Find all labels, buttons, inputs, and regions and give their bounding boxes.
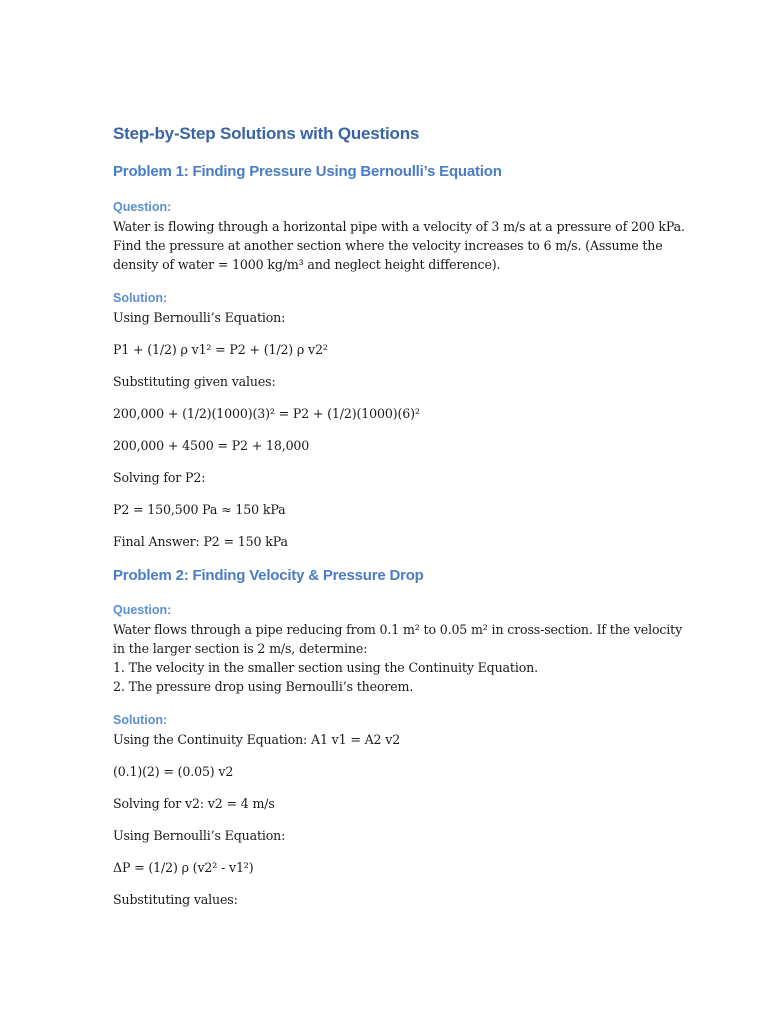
problem-2-question-line: 2. The pressure drop using Bernoulli’s theorem. [113,679,414,694]
problem-2-equation: (0.1)(2) = (0.05) v2 [113,764,234,779]
problem-1-heading: Problem 1: Finding Pressure Using Bernoulli’s Equation [113,163,502,180]
problem-1-equation: P1 + (1/2) ρ v1² = P2 + (1/2) ρ v2² [113,342,328,357]
problem-2-solution-label: Solution: [113,713,168,727]
document-title: Step-by-Step Solutions with Questions [113,124,420,143]
problem-2-equation: ΔP = (1/2) ρ (v2² - v1²) [113,860,254,875]
problem-1-equation: 200,000 + (1/2)(1000)(3)² = P2 + (1/2)(1000)(6)² [113,406,420,421]
problem-2-heading: Problem 2: Finding Velocity & Pressure Drop [113,567,424,584]
problem-2-solution-line: Substituting values: [113,892,238,907]
problem-2-question-line: 1. The velocity in the smaller section using the Continuity Equation. [113,660,538,675]
problem-2-solution-line: Solving for v2: v2 = 4 m/s [113,796,275,811]
problem-1-final-answer: Final Answer: P2 = 150 kPa [113,534,288,549]
problem-1-question-line: Water is flowing through a horizontal pipe with a velocity of 3 m/s at a pressure of 200 kPa. [113,219,685,234]
problem-1-solution-line: Solving for P2: [113,470,206,485]
problem-1-solution-line: Substituting given values: [113,374,276,389]
problem-1-equation: P2 = 150,500 Pa ≈ 150 kPa [113,502,286,517]
problem-2-question-label: Question: [113,603,172,617]
problem-2-solution-line: Using the Continuity Equation: A1 v1 = A2 v2 [113,732,401,747]
problem-1-solution-line: Using Bernoulli’s Equation: [113,310,286,325]
problem-2-question-line: Water flows through a pipe reducing from 0.1 m² to 0.05 m² in cross-section. If the velocity [113,622,683,637]
problem-1-equation: 200,000 + 4500 = P2 + 18,000 [113,438,310,453]
problem-1-question-line: density of water = 1000 kg/m³ and neglect height difference). [113,257,501,272]
problem-2-question-line: in the larger section is 2 m/s, determine: [113,641,368,656]
problem-1-question-label: Question: [113,200,172,214]
problem-2-solution-line: Using Bernoulli’s Equation: [113,828,286,843]
problem-1-solution-label: Solution: [113,291,168,305]
problem-1-question-line: Find the pressure at another section where the velocity increases to 6 m/s. (Assume the [113,238,663,253]
